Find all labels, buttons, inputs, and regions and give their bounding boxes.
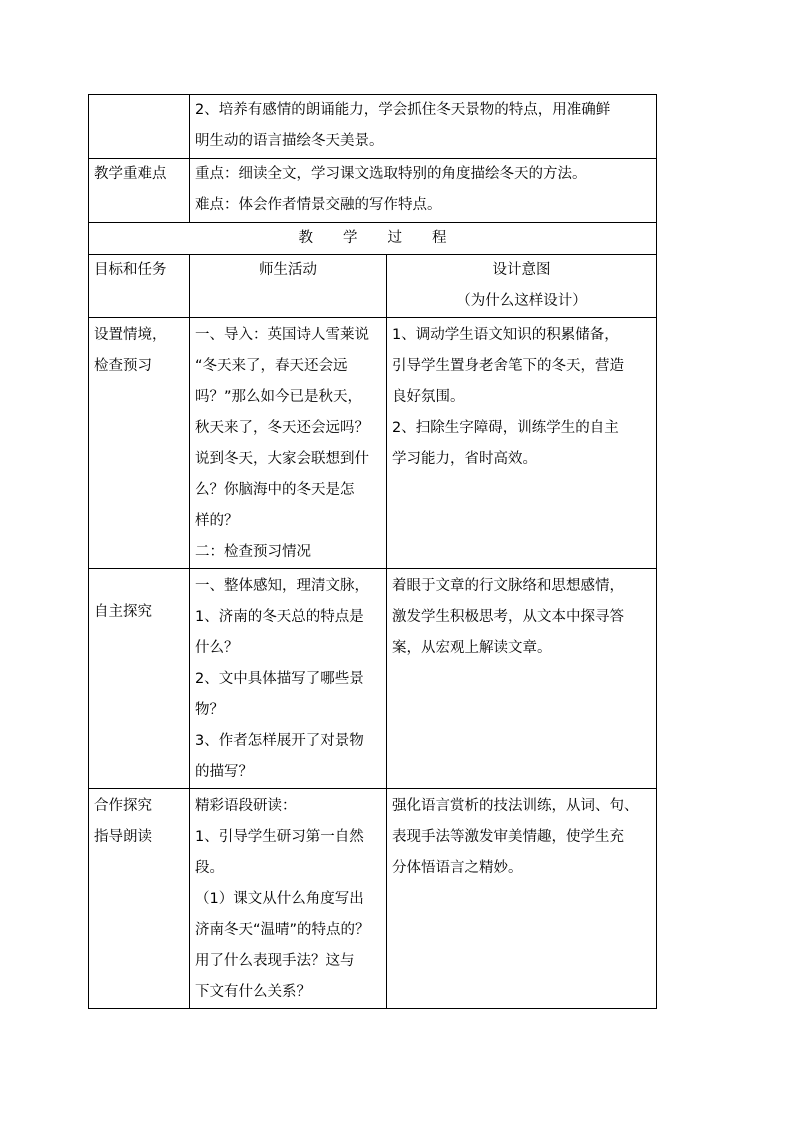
header-task: 目标和任务	[89, 255, 190, 318]
activity-line: 物？	[195, 702, 224, 718]
intent-line: 案，从宏观上解读文章。	[392, 640, 552, 656]
intent-line: 1、调动学生语文知识的积累储备，	[392, 327, 619, 343]
intent-cell	[387, 318, 657, 569]
activity-line: 吗？”那么如今已是秋天，	[195, 389, 363, 405]
intent-line: 引导学生置身老舍笔下的冬天，营造	[392, 358, 624, 374]
activity-line: 什么？	[195, 640, 239, 656]
key-points-label: 教学重难点	[89, 159, 190, 223]
activity-line: 2、文中具体描写了哪些景	[195, 671, 364, 687]
task-cell	[89, 318, 190, 569]
activity-line: 秋天来了，冬天还会远吗？	[195, 420, 369, 436]
intent-line: 分体悟语言之精妙。	[392, 860, 523, 876]
task-line: 检查预习	[94, 358, 152, 374]
activity-line: 1、济南的冬天总的特点是	[195, 609, 364, 625]
lesson-plan-table	[88, 94, 657, 1009]
activity-line: 济南冬天“温晴”的特点的？	[195, 922, 370, 938]
header-row	[89, 255, 657, 318]
task-line: 设置情境，	[94, 327, 167, 343]
intent-line: 2、扫除生字障碍，训练学生的自主	[392, 420, 619, 436]
activity-cell	[190, 789, 387, 1009]
header-intent-subtitle: （为什么这样设计）	[456, 293, 587, 309]
activity-cell	[190, 318, 387, 569]
key-point-line: 重点：细读全文，学习课文选取特别的角度描绘冬天的方法。	[195, 166, 587, 182]
activity-line: 段。	[195, 860, 224, 876]
activity-line: 1、引导学生研习第一自然	[195, 829, 364, 845]
header-intent-title: 设计意图	[492, 262, 551, 278]
activity-line: 精彩语段研读：	[195, 798, 297, 814]
objectives-cell	[190, 95, 657, 159]
process-title-row	[89, 223, 657, 255]
activity-line: 说到冬天，大家会联想到什	[195, 451, 369, 467]
key-points-cell	[190, 159, 657, 223]
intent-line: 强化语言赏析的技法训练，从词、句、	[392, 798, 639, 814]
task-line: 指导朗读	[94, 829, 152, 845]
objectives-label-cell	[89, 95, 190, 159]
activity-line: 么？你脑海中的冬天是怎	[195, 482, 355, 498]
process-row	[89, 789, 657, 1009]
process-row	[89, 569, 657, 789]
activity-line: 二：检查预习情况	[195, 544, 311, 560]
activity-line: 用了什么表现手法？这与	[195, 953, 355, 969]
header-activity: 师生活动	[190, 255, 387, 318]
key-points-row	[89, 159, 657, 223]
process-title: 教学过程	[298, 230, 477, 246]
intent-line: 良好氛围。	[392, 389, 465, 405]
task-line: 合作探究	[94, 798, 152, 814]
activity-line: （1）课文从什么角度写出	[195, 891, 364, 907]
intent-line: 着眼于文章的行文脉络和思想感情，	[392, 578, 624, 594]
activity-cell	[190, 569, 387, 789]
header-intent	[387, 255, 657, 318]
activity-line: 一、整体感知，理清文脉，	[195, 578, 369, 594]
activity-line: 一、导入：英国诗人雪莱说	[195, 327, 369, 343]
task-line: 自主探究	[94, 604, 152, 620]
activity-line: 下文有什么关系？	[195, 984, 311, 1000]
process-title-cell	[89, 223, 657, 255]
objective-line: 明生动的语言描绘冬天美景。	[195, 133, 384, 149]
intent-line: 学习能力，省时高效。	[392, 451, 537, 467]
activity-line: 的描写？	[195, 764, 253, 780]
process-row	[89, 318, 657, 569]
intent-line: 激发学生积极思考，从文本中探寻答	[392, 609, 624, 625]
objectives-row	[89, 95, 657, 159]
activity-line: “冬天来了，春天还会远	[195, 358, 348, 374]
intent-cell	[387, 789, 657, 1009]
key-point-line: 难点：体会作者情景交融的写作特点。	[195, 197, 442, 213]
intent-line: 表现手法等激发审美情趣，使学生充	[392, 829, 624, 845]
activity-line: 3、作者怎样展开了对景物	[195, 733, 364, 749]
objective-line: 2、培养有感情的朗诵能力，学会抓住冬天景物的特点，用准确鲜	[195, 102, 611, 118]
task-cell	[89, 569, 190, 789]
task-cell	[89, 789, 190, 1009]
activity-line: 样的？	[195, 513, 239, 529]
intent-cell	[387, 569, 657, 789]
